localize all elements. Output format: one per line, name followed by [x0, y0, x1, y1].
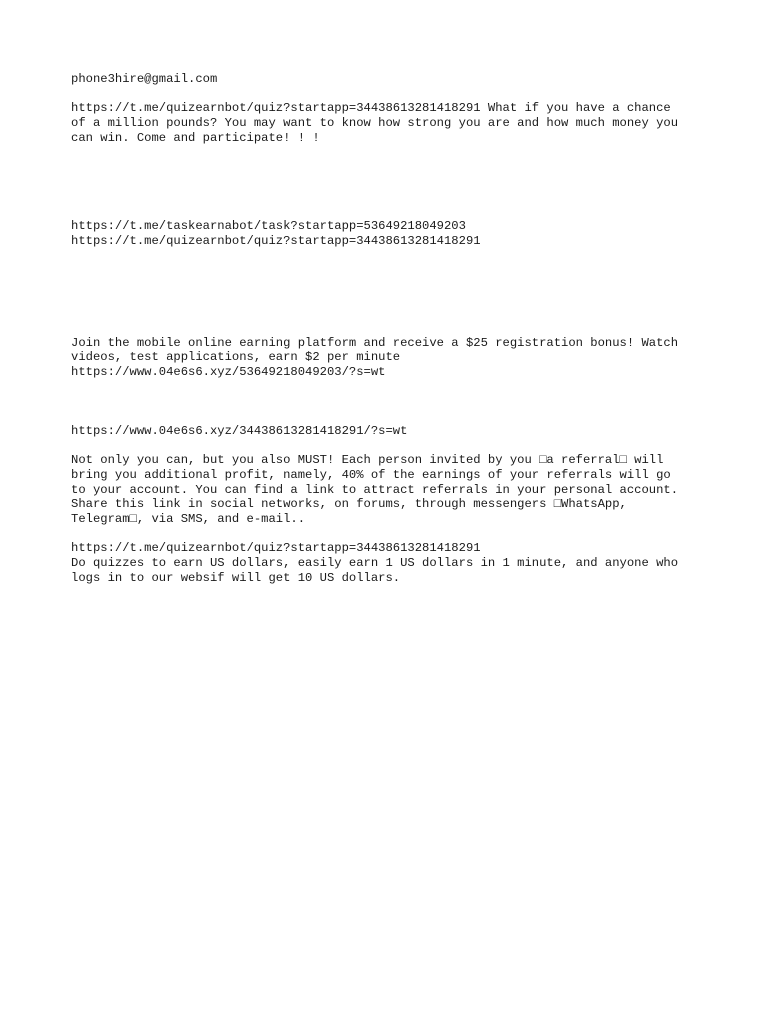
referral-paragraph-line-4: Share this link in social networks, on forums, through messengers □WhatsApp, — [71, 497, 627, 511]
platform-link-line: https://www.04e6s6.xyz/53649218049203/?s=wt — [71, 365, 386, 379]
platform-promo-line-2: videos, test applications, earn $2 per minute — [71, 350, 401, 364]
task-link-line: https://t.me/taskearnabot/task?startapp=53649218049203 — [71, 219, 466, 233]
referral-paragraph-line-3: to your account. You can find a link to attract referrals in your personal account. — [71, 483, 679, 497]
quiz-earning-line-2: logs in to our websif will get 10 US dollars. — [71, 571, 401, 585]
quiz-invite-line-2: of a million pounds? You may want to know how strong you are and how much money you — [71, 116, 679, 130]
second-platform-link-line: https://www.04e6s6.xyz/34438613281418291/?s=wt — [71, 424, 408, 438]
platform-promo-line-1: Join the mobile online earning platform and receive a $25 registration bonus! Watch — [71, 336, 679, 350]
referral-paragraph-line-2: bring you additional profit, namely, 40% of the earnings of your referrals will go — [71, 468, 671, 482]
final-quiz-link-line: https://t.me/quizearnbot/quiz?startapp=34438613281418291 — [71, 541, 481, 555]
referral-paragraph-line-5: Telegram□, via SMS, and e-mail.. — [71, 512, 306, 526]
quiz-earning-line-1: Do quizzes to earn US dollars, easily earn 1 US dollars in 1 minute, and anyone who — [71, 556, 679, 570]
quiz-link-line: https://t.me/quizearnbot/quiz?startapp=34438613281418291 — [71, 234, 481, 248]
email-line: phone3hire@gmail.com — [71, 72, 218, 86]
quiz-invite-line-1: https://t.me/quizearnbot/quiz?startapp=34438613281418291 What if you have a chance — [71, 101, 671, 115]
referral-paragraph-line-1: Not only you can, but you also MUST! Each person invited by you □a referral□ will — [71, 453, 664, 467]
quiz-invite-line-3: can win. Come and participate! ! ! — [71, 131, 320, 145]
